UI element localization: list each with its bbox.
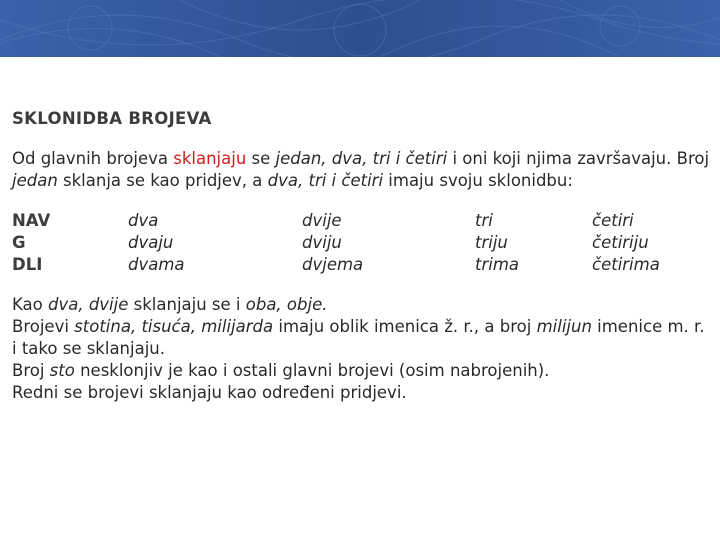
note-line: Kao dva, dvije sklanjaju se i oba, obje.: [12, 295, 328, 314]
header-banner: [0, 0, 720, 57]
slide-content: [12, 108, 712, 404]
intro-paragraph: Od glavnih brojeva sklanjaju se jedan, dva, tri i četiri i oni koji njima završavaju. Broj jedan sklanja se kao pridjev, a dva, tri i četiri imaju svoju sklonidbu:: [12, 149, 710, 190]
note-line: Broj sto nesklonjiv je kao i ostali glavni brojevi (osim nabrojenih).: [12, 361, 550, 380]
notes-block: [12, 294, 712, 404]
banner-pattern: [0, 0, 720, 57]
tri-column: tri triju trima: [475, 211, 520, 274]
case-column: [12, 210, 50, 276]
case-label: NAV: [12, 211, 51, 230]
note-line: Redni se brojevi sklanjaju kao određeni pridjevi.: [12, 383, 407, 402]
note-line: Brojevi stotina, tisuća, milijarda imaju oblik imenica ž. r., a broj milijun imenice m. r. i tako se sklanjaju.: [12, 317, 705, 358]
cetiri-column: četiri četiriju četirima: [592, 211, 660, 274]
slide-title: SKLONIDBA BROJEVA: [12, 109, 212, 128]
case-label: DLI: [12, 255, 43, 274]
declension-table: [12, 210, 712, 276]
dva-column: dva dvaju dvama: [128, 211, 185, 274]
highlight-word: sklanjaju: [173, 149, 247, 168]
dvije-column: dvije dviju dvjema: [302, 211, 364, 274]
case-label: G: [12, 233, 26, 252]
